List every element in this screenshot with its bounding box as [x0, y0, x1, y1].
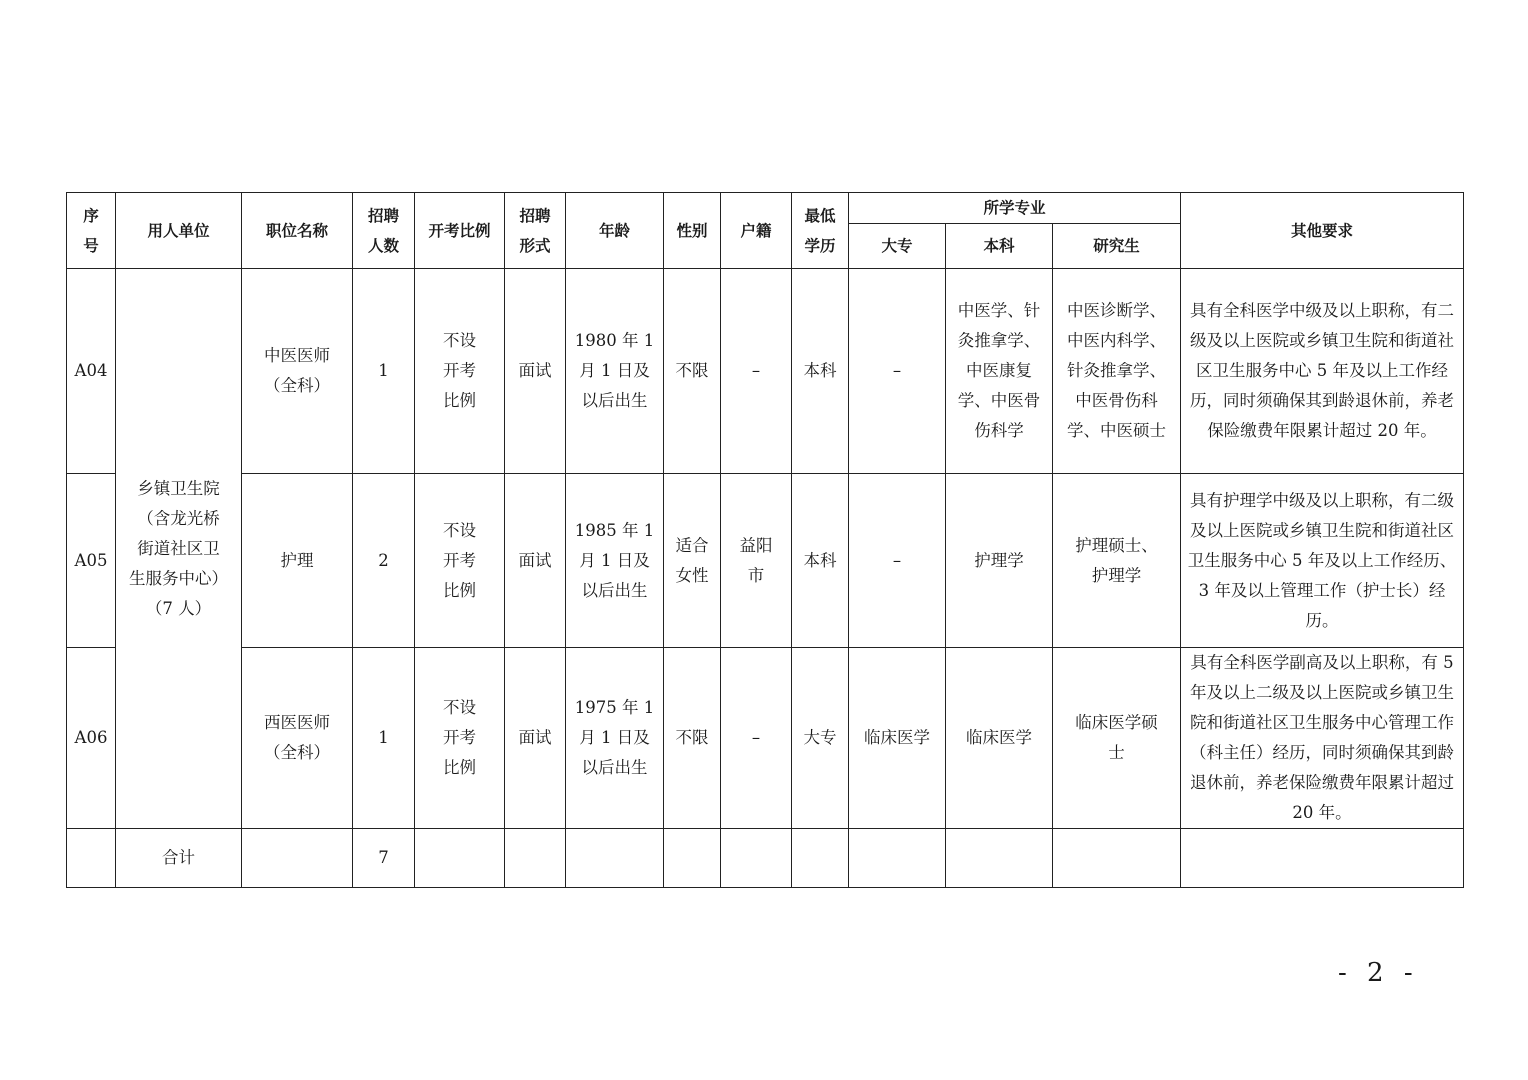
- total-empty-cell: [1181, 829, 1464, 888]
- unit-name: 乡镇卫生院 （含龙光桥 街道社区卫 生服务中心） （7 人）: [116, 269, 242, 829]
- row-gender: 不限: [664, 648, 721, 829]
- row-count: 2: [353, 474, 415, 648]
- row-code: A05: [67, 474, 116, 648]
- row-count: 1: [353, 648, 415, 829]
- header-ratio: 开考比例: [415, 193, 505, 269]
- table-row: [67, 474, 1464, 648]
- total-empty-cell: [1053, 829, 1181, 888]
- row-other: 具有护理学中级及以上职称，有二级及以上医院或乡镇卫生院和街道社区卫生服务中心 5 年及以上工作经历、3 年及以上管理工作（护士长）经历。: [1181, 474, 1464, 648]
- row-major-graduate: 临床医学硕 士: [1053, 648, 1181, 829]
- row-min-edu: 本科: [792, 269, 849, 474]
- row-form: 面试: [505, 269, 566, 474]
- header-hukou: 户籍: [721, 193, 792, 269]
- row-min-edu: 大专: [792, 648, 849, 829]
- total-empty-cell: [849, 829, 946, 888]
- row-form: 面试: [505, 474, 566, 648]
- row-major-bachelor: 护理学: [946, 474, 1053, 648]
- row-ratio: 不设 开考 比例: [415, 648, 505, 829]
- total-empty-cell: [415, 829, 505, 888]
- row-other: 具有全科医学副高及以上职称，有 5 年及以上二级及以上医院或乡镇卫生院和街道社区卫生服务中心管理工作（科主任）经历，同时须确保其到龄退休前，养老保险缴费年限累计超过 20 年。: [1181, 648, 1464, 829]
- header-unit: 用人单位: [116, 193, 242, 269]
- header-major-bachelor: 本科: [946, 224, 1053, 269]
- total-label: 合计: [116, 829, 242, 888]
- row-gender: 不限: [664, 269, 721, 474]
- total-empty-cell: [721, 829, 792, 888]
- row-hukou: 益阳 市: [721, 474, 792, 648]
- row-major-college: –: [849, 474, 946, 648]
- header-form: 招聘 形式: [505, 193, 566, 269]
- row-min-edu: 本科: [792, 474, 849, 648]
- row-position: 护理: [242, 474, 353, 648]
- total-row: [67, 829, 1464, 888]
- header-seq: 序 号: [67, 193, 116, 269]
- row-gender: 适合 女性: [664, 474, 721, 648]
- row-count: 1: [353, 269, 415, 474]
- header-gender: 性别: [664, 193, 721, 269]
- total-count: 7: [353, 829, 415, 888]
- table-row: [67, 269, 1464, 474]
- row-code: A06: [67, 648, 116, 829]
- row-major-bachelor: 中医学、针 灸推拿学、 中医康复 学、中医骨 伤科学: [946, 269, 1053, 474]
- row-hukou: –: [721, 648, 792, 829]
- header-position: 职位名称: [242, 193, 353, 269]
- row-ratio: 不设 开考 比例: [415, 474, 505, 648]
- row-major-college: 临床医学: [849, 648, 946, 829]
- header-count: 招聘 人数: [353, 193, 415, 269]
- total-empty-cell: [792, 829, 849, 888]
- header-other: 其他要求: [1181, 193, 1464, 269]
- row-form: 面试: [505, 648, 566, 829]
- row-age: 1985 年 1 月 1 日及 以后出生: [566, 474, 664, 648]
- header-age: 年龄: [566, 193, 664, 269]
- header-min-edu: 最低 学历: [792, 193, 849, 269]
- row-major-bachelor: 临床医学: [946, 648, 1053, 829]
- row-major-graduate: 护理硕士、 护理学: [1053, 474, 1181, 648]
- row-code: A04: [67, 269, 116, 474]
- total-empty-cell: [566, 829, 664, 888]
- row-ratio: 不设 开考 比例: [415, 269, 505, 474]
- total-empty-cell: [664, 829, 721, 888]
- header-row: [67, 193, 1464, 224]
- row-major-college: –: [849, 269, 946, 474]
- row-age: 1975 年 1 月 1 日及 以后出生: [566, 648, 664, 829]
- header-major-graduate: 研究生: [1053, 224, 1181, 269]
- row-hukou: –: [721, 269, 792, 474]
- row-age: 1980 年 1 月 1 日及 以后出生: [566, 269, 664, 474]
- total-empty-cell: [505, 829, 566, 888]
- row-other: 具有全科医学中级及以上职称，有二级及以上医院或乡镇卫生院和街道社区卫生服务中心 5 年及以上工作经历，同时须确保其到龄退休前，养老保险缴费年限累计超过 20 年。: [1181, 269, 1464, 474]
- total-empty-cell: [242, 829, 353, 888]
- row-position: 中医医师 （全科）: [242, 269, 353, 474]
- page-number: - 2 -: [1338, 958, 1419, 988]
- table-row: [67, 648, 1464, 829]
- row-major-graduate: 中医诊断学、 中医内科学、 针灸推拿学、 中医骨伤科 学、中医硕士: [1053, 269, 1181, 474]
- header-major: 所学专业: [849, 193, 1181, 224]
- total-empty-cell: [946, 829, 1053, 888]
- row-position: 西医医师 （全科）: [242, 648, 353, 829]
- total-empty-cell: [67, 829, 116, 888]
- recruitment-table: [66, 192, 1464, 888]
- header-major-college: 大专: [849, 224, 946, 269]
